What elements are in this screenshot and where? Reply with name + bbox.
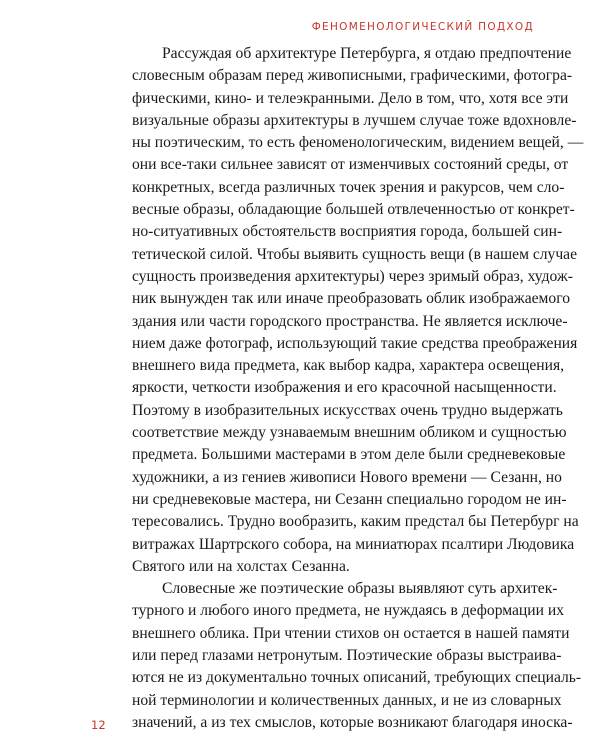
paragraph-1 (132, 43, 584, 578)
text-line: турного и любого иного предмета, не нуждаясь в деформации их (132, 602, 565, 620)
text-line: Словесные же поэтические образы выявляют суть архитек- (162, 580, 558, 598)
text-line: Рассуждая об архитектуре Петербурга, я отдаю предпочтение (162, 45, 572, 62)
text-line: или перед глазами нетронутым. Поэтические образы выстраива- (132, 647, 562, 665)
text-line: Святого или на холстах Сезанна. (132, 557, 350, 575)
text-line: витражах Шартрского собора, на миниатюрах псалтири Людовика (132, 535, 575, 553)
text-line: яркости, четкости изображения и его красочной насыщенности. (132, 379, 557, 397)
text-line: здания или части городского пространства. Не является исключе- (132, 312, 568, 330)
text-line: они все-таки сильнее зависят от изменчивых состояний среды, от (132, 156, 569, 174)
text-line: художники, а из гениев живописи Нового времени — Сезанн, но (132, 468, 562, 486)
text-line: тетической силой. Чтобы выявить сущность вещи (в нашем случае (132, 245, 578, 263)
text-line: визуальные образы архитектуры в лучшем случае тоже вдохновле- (132, 111, 577, 129)
text-line: но-ситуативных обстоятельств восприятия города, большей син- (132, 223, 563, 241)
text-line: нием даже фотограф, использующий такие средства преображения (132, 334, 578, 352)
text-line: внешнего вида предмета, как выбор кадра, характера освещения, (132, 357, 565, 375)
text-line: фическими, кино- и телеэкранными. Дело в том, что, хотя все эти (132, 89, 569, 107)
text-line: соответствие между узнаваемым внешним обликом и сущностью (132, 424, 567, 442)
text-line: ны поэтическим, то есть феноменологическим, видением вещей, — (132, 134, 584, 152)
text-line: тересовались. Трудно вообразить, каким предстал бы Петербург на (132, 513, 579, 531)
text-line: значений, а из тех смыслов, которые возникают благодаря иноска- (132, 713, 573, 731)
body-text (132, 43, 584, 734)
text-line: Поэтому в изобразительных искусствах очень трудно выдержать (132, 401, 563, 419)
running-head: ФЕНОМЕНОЛОГИЧЕСКИЙ ПОДХОД (311, 21, 534, 33)
text-line: ник вынужден так или иначе преобразовать облик изображаемого (132, 290, 571, 308)
paragraph-2 (132, 578, 582, 734)
text-line: конкретных, всегда различных точек зрения и ракурсов, чем сло- (132, 178, 565, 196)
text-line: ной терминологии и количественных данных, и не из словарных (132, 691, 562, 709)
text-line: сущность произведения архитектуры) через зримый образ, худож- (132, 267, 573, 285)
text-line: весные образы, обладающие большей отвлеченностью от конкрет- (132, 201, 575, 219)
text-line: ни средневековые мастера, ни Сезанн специально городом не ин- (132, 490, 567, 508)
text-line: словесным образам перед живописными, графическими, фотогра- (132, 67, 573, 85)
text-line: предмета. Большими мастерами в этом деле были средневековые (132, 446, 566, 464)
page-number: 12 (91, 718, 106, 732)
text-line: внешнего облика. При чтении стихов он остается в нашей памяти (132, 624, 570, 642)
text-line: ются не из документально точных описаний, требующих специаль- (132, 669, 582, 687)
